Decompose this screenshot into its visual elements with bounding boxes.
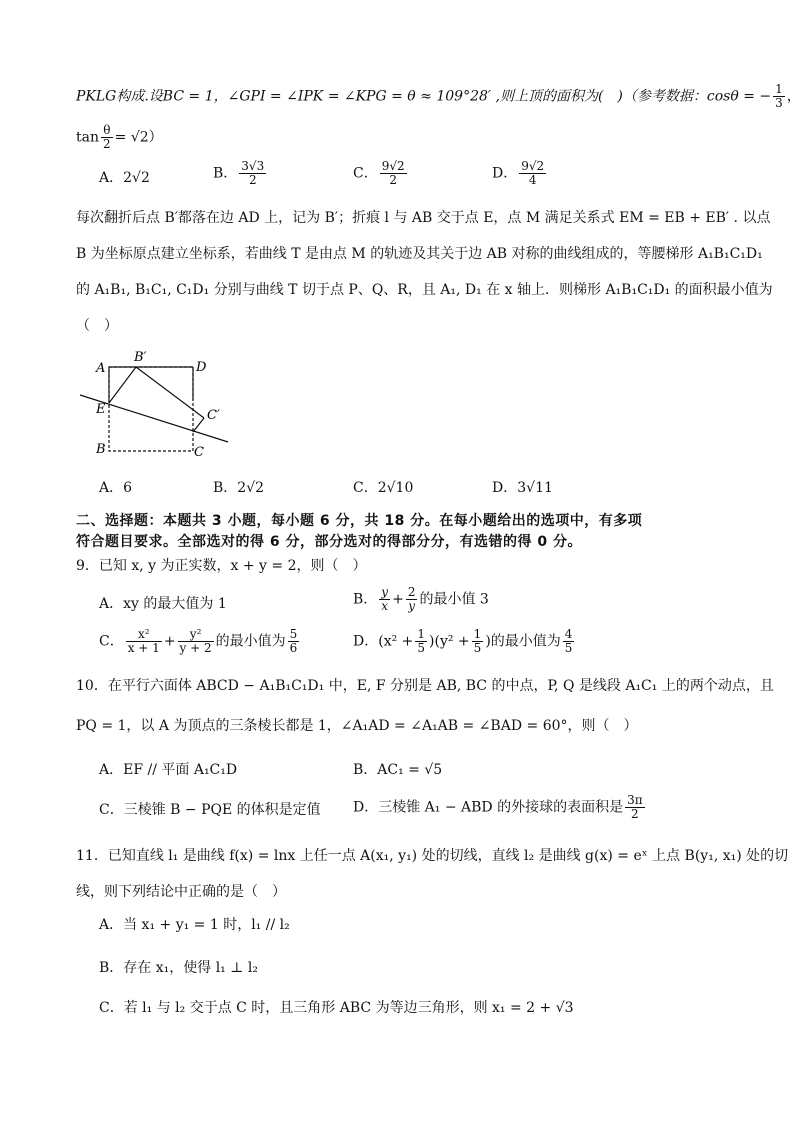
q7-option-d[interactable]: D． $\frac{9√2}{4}$: [492, 159, 545, 187]
q8-stem-line1: 每次翻折后点 B′都落在边 AD 上，记为 B′；折痕 l 与 AB 交于点 E，点 M 满足关系式 EM = EB + EB′ . 以点: [76, 210, 771, 226]
label-e: E: [96, 402, 106, 417]
q9-option-b[interactable]: B． $\frac{y}{x}$ + $\frac{2}{y}$ 的最小值 3: [353, 585, 489, 613]
q10-option-a[interactable]: A．EF // 平面 A₁C₁D: [99, 762, 238, 778]
q11-stem-line1: 11．已知直线 l₁ 是曲线 f(x) = lnx 上任一点 A(x₁, y₁) 处的切线，直线 l₂ 是曲线 g(x) = eˣ 上点 B(y₁, x₁) 处的切: [76, 848, 789, 864]
q8-option-b[interactable]: B．2√2: [213, 480, 265, 496]
label-b: B: [96, 442, 106, 457]
edge-cprime-c: [193, 418, 204, 432]
q7-option-c[interactable]: C． $\frac{9√2}{2}$: [353, 159, 405, 187]
q10-option-c[interactable]: C．三棱锥 B − PQE 的体积是定值: [99, 802, 321, 818]
q8-stem-line3: 的 A₁B₁, B₁C₁, C₁D₁ 分别与曲线 T 切于点 P、Q、R，且 A₁, D₁ 在 x 轴上．则梯形 A₁B₁C₁D₁ 的面积最小值为: [76, 282, 773, 298]
edge-bprime-cprime: [136, 367, 204, 418]
q9-stem: 9．已知 x, y 为正实数，x + y = 2，则（ ）: [76, 558, 367, 574]
q7-option-b[interactable]: B． $\frac{3√3}{2}$: [213, 159, 265, 187]
q8-stem-line4: （ ）: [76, 318, 118, 334]
q11-option-a[interactable]: A．当 x₁ + y₁ = 1 时，l₁ // l₂: [99, 917, 290, 933]
rect-dashed: [109, 367, 193, 451]
q11-stem-line2: 线，则下列结论中正确的是（ ）: [76, 884, 286, 900]
label-c-prime: C′: [207, 408, 220, 423]
q8-option-d[interactable]: D．3√11: [492, 480, 553, 496]
q8-stem-line2: B 为坐标原点建立坐标系，若曲线 T 是由点 M 的轨迹及其关于边 AB 对称的曲线组成的，等腰梯形 A₁B₁C₁D₁: [76, 246, 763, 262]
q7-tan-fraction: $\frac{\theta}{2}$: [103, 123, 111, 151]
q7-option-a[interactable]: A．2√2: [99, 170, 150, 186]
q7-stem-text: PKLG构成.设BC = 1，∠GPI = ∠IPK = ∠KPG = θ ≈ 109°28′ ,则上顶的面积为( )（参考数据：cosθ = −: [76, 88, 772, 105]
q9-option-d[interactable]: D．(x² + $\frac{1}{5}$ )(y² + $\frac{1}{5}$ )的最小值为 $\frac{4}{5}$: [353, 627, 573, 655]
q7-cos-fraction: $\frac{1}{3}$: [775, 82, 783, 110]
q11-option-b[interactable]: B．存在 x₁，使得 l₁ ⊥ l₂: [99, 960, 258, 976]
q11-option-c[interactable]: C．若 l₁ 与 l₂ 交于点 C 时，且三角形 ABC 为等边三角形，则 x₁ = 2 + √3: [99, 1000, 574, 1016]
label-b-prime: B′: [134, 350, 147, 365]
q10-option-d[interactable]: D．三棱锥 A₁ − ABD 的外接球的表面积是 $\frac{3\pi}{2}$: [353, 793, 643, 821]
q9-option-a[interactable]: A．xy 的最大值为 1: [99, 596, 227, 612]
label-a: A: [96, 361, 106, 376]
q10-stem-line2: PQ = 1，以 A 为顶点的三条棱长都是 1，∠A₁AD = ∠A₁AB = ∠BAD = 60°，则（ ）: [76, 718, 638, 734]
edge-eb-prime: [109, 367, 136, 403]
q7-stem-line1: PKLG构成.设BC = 1，∠GPI = ∠IPK = ∠KPG = θ ≈ 109°28′ ,则上顶的面积为( )（参考数据：cosθ = − $\frac{1}{3}$ ，: [76, 82, 801, 110]
label-d: D: [196, 360, 207, 375]
label-c: C: [194, 445, 204, 460]
q8-option-c[interactable]: C．2√10: [353, 480, 414, 496]
q7-stem-line2: tan $\frac{\theta}{2}$ = √2）: [76, 123, 163, 151]
q10-option-b[interactable]: B．AC₁ = √5: [353, 762, 443, 778]
section2-heading-line1: 二、选择题：本题共 3 小题，每小题 6 分，共 18 分。在每小题给出的选项中，有多项: [76, 513, 643, 529]
q8-option-a[interactable]: A．6: [99, 480, 133, 496]
q8-figure: [70, 345, 245, 465]
section2-heading-line2: 符合题目要求。全部选对的得 6 分，部分选对的得部分分，有选错的得 0 分。: [76, 534, 582, 550]
q9-option-c[interactable]: C． $\frac{\text{x²}}{x + 1}$ + $\frac{\text{y²}}{y + 2}$ 的最小值为 $\frac{5}{6}$: [99, 627, 298, 655]
q10-stem-line1: 10．在平行六面体 ABCD − A₁B₁C₁D₁ 中，E, F 分别是 AB, BC 的中点，P, Q 是线段 A₁C₁ 上的两个动点，且: [76, 678, 774, 694]
